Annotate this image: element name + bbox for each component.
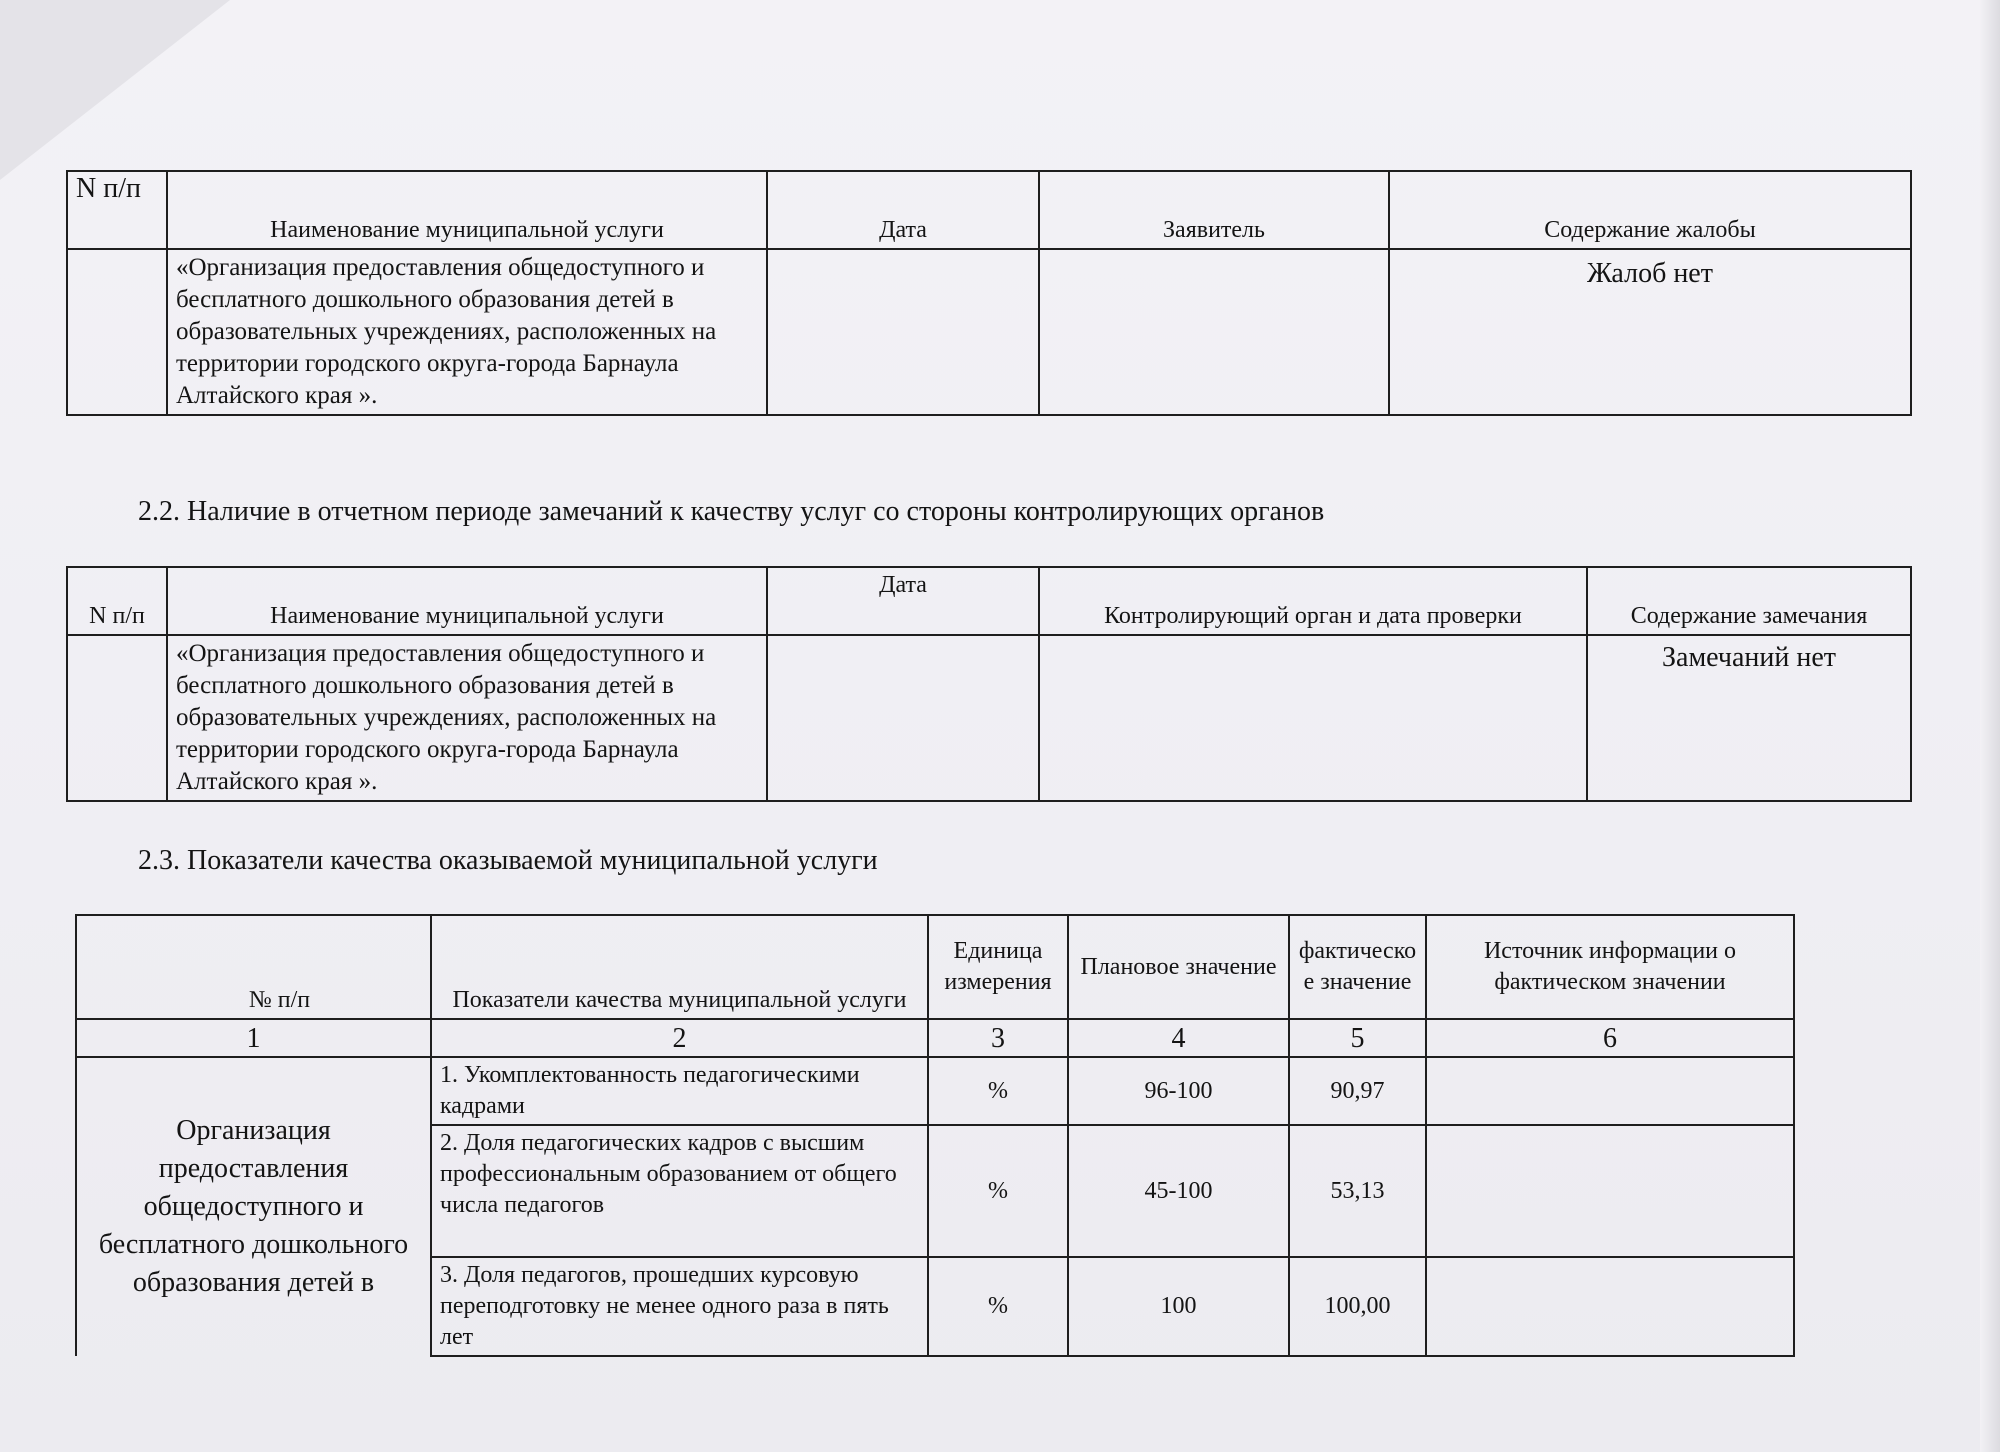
col-num-header: № п/п — [76, 915, 431, 1019]
complaint-content: Жалоб нет — [1389, 249, 1911, 415]
col-number: 4 — [1068, 1019, 1289, 1057]
col-unit-header: Единица измерения — [928, 915, 1068, 1019]
complaint-date — [767, 249, 1039, 415]
remarks-table — [66, 566, 1912, 802]
indicator-source — [1426, 1125, 1794, 1257]
indicator-plan: 96-100 — [1068, 1057, 1289, 1125]
col-number: 5 — [1289, 1019, 1426, 1057]
col-indicator-header: Показатели качества муниципальной услуги — [431, 915, 928, 1019]
page-edge — [1980, 0, 2000, 1452]
section-2-2-title: 2.2. Наличие в отчетном периоде замечаний к качеству услуг со стороны контролирующих органов — [138, 496, 1325, 527]
table-row — [67, 249, 1911, 415]
indicator-unit: % — [928, 1057, 1068, 1125]
table-header-row — [76, 915, 1794, 1019]
indicator-name: 1. Укомплектованность педагогическими кадрами — [431, 1057, 928, 1125]
complaints-table — [66, 170, 1912, 416]
indicator-fact: 90,97 — [1289, 1057, 1426, 1125]
service-name: «Организация предоставления общедоступного и бесплатного дошкольного образования детей в образовательных учреждениях, расположенных на территории городского округа-города Барнаула Алтайского края ». — [167, 635, 767, 801]
col-number: 6 — [1426, 1019, 1794, 1057]
col-plan-header: Плановое значение — [1068, 915, 1289, 1019]
service-name: «Организация предоставления общедоступного и бесплатного дошкольного образования детей в образовательных учреждениях, расположенных на территории городского округа-города Барнаула Алтайского края ». — [167, 249, 767, 415]
col-organ-header: Контролирующий орган и дата проверки — [1039, 567, 1587, 635]
row-num — [67, 249, 167, 415]
col-num-header: N п/п — [67, 171, 167, 249]
inspection-date — [767, 635, 1039, 801]
indicator-unit: % — [928, 1125, 1068, 1257]
indicator-plan: 100 — [1068, 1257, 1289, 1356]
remark-content: Замечаний нет — [1587, 635, 1911, 801]
col-date-header: Дата — [767, 567, 1039, 635]
folded-corner — [0, 0, 230, 180]
applicant — [1039, 249, 1389, 415]
indicator-fact: 53,13 — [1289, 1125, 1426, 1257]
column-numbers-row — [76, 1019, 1794, 1057]
service-group-label: Организация предоставления общедоступного и бесплатного дошкольного образования детей в — [76, 1057, 431, 1356]
indicator-name: 3. Доля педагогов, прошедших курсовую переподготовку не менее одного раза в пять лет — [431, 1257, 928, 1356]
indicator-plan: 45-100 — [1068, 1125, 1289, 1257]
col-source-header: Источник информации о фактическом значении — [1426, 915, 1794, 1019]
col-number: 3 — [928, 1019, 1068, 1057]
table-header-row — [67, 567, 1911, 635]
table-header-row — [67, 171, 1911, 249]
quality-indicators-table — [75, 914, 1795, 1357]
indicator-name: 2. Доля педагогических кадров с высшим профессиональным образованием от общего числа педагогов — [431, 1125, 928, 1257]
col-fact-header: фактическое значение — [1289, 915, 1426, 1019]
section-2-3-title: 2.3. Показатели качества оказываемой муниципальной услуги — [138, 845, 878, 876]
table-row — [67, 635, 1911, 801]
controlling-organ — [1039, 635, 1587, 801]
col-number: 1 — [76, 1019, 431, 1057]
table-row — [76, 1057, 1794, 1125]
col-complaint-content-header: Содержание жалобы — [1389, 171, 1911, 249]
col-applicant-header: Заявитель — [1039, 171, 1389, 249]
col-service-header: Наименование муниципальной услуги — [167, 567, 767, 635]
col-remark-content-header: Содержание замечания — [1587, 567, 1911, 635]
row-num — [67, 635, 167, 801]
indicator-unit: % — [928, 1257, 1068, 1356]
indicator-source — [1426, 1057, 1794, 1125]
col-num-header: N п/п — [67, 567, 167, 635]
col-date-header: Дата — [767, 171, 1039, 249]
col-service-header: Наименование муниципальной услуги — [167, 171, 767, 249]
indicator-fact: 100,00 — [1289, 1257, 1426, 1356]
indicator-source — [1426, 1257, 1794, 1356]
col-number: 2 — [431, 1019, 928, 1057]
